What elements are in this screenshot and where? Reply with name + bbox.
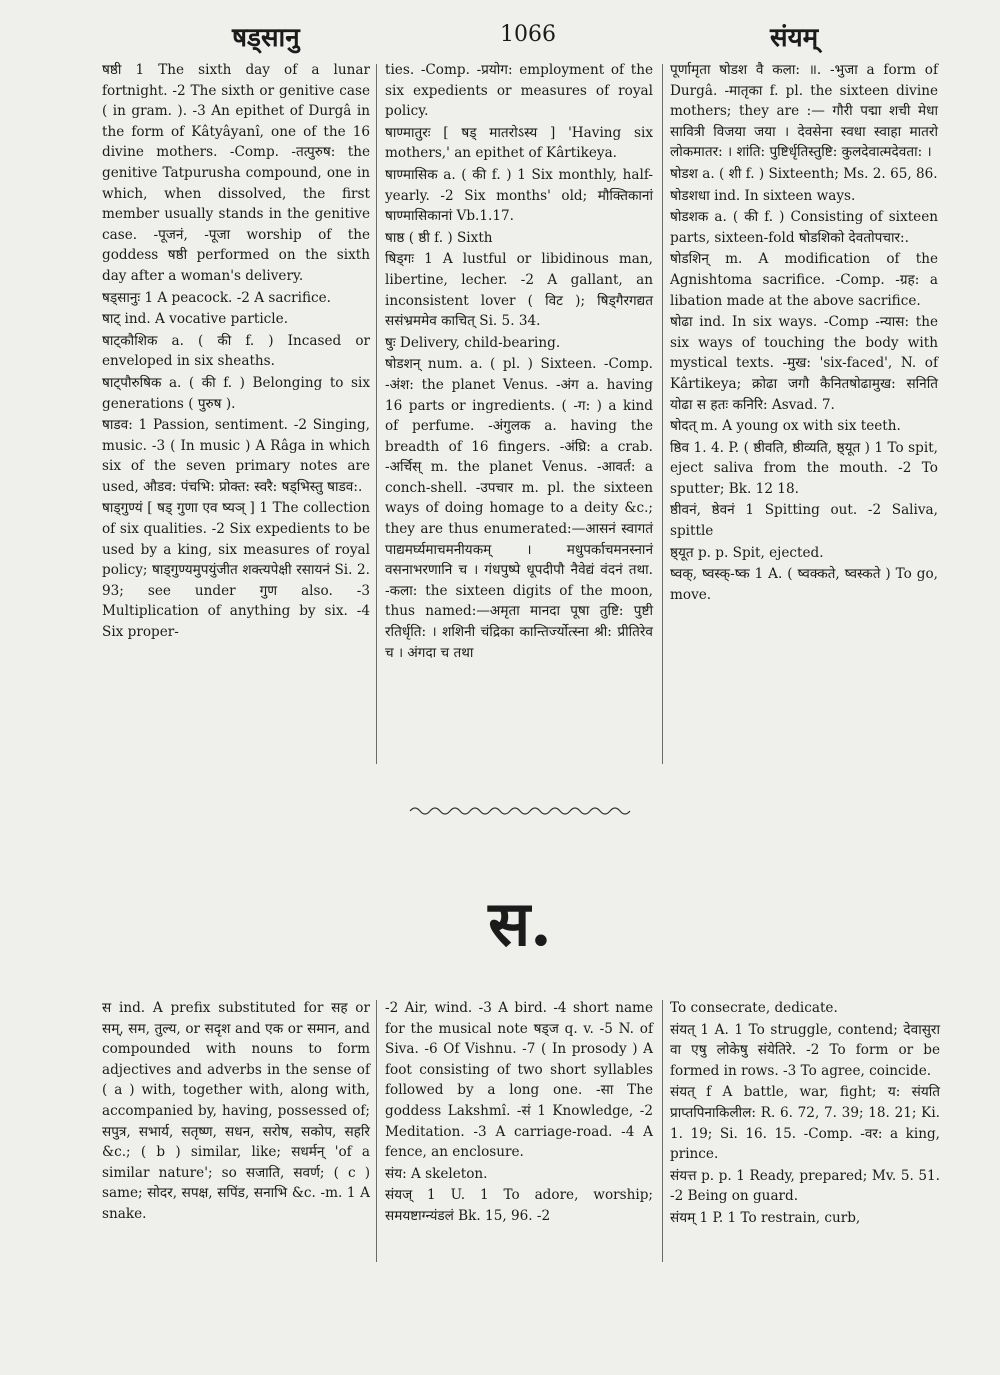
entry: To consecrate, dedicate. xyxy=(670,1000,838,1016)
entry: -2 Air, wind. -3 A bird. -4 short name for the musical note षड्ज q. v. -5 N. of Siva. -6 Of Vishnu. -7 ( In prosody ) A foot consisting of two short syllables followed by a long one. -सा The goddess Lakshmî. -सं 1 Knowledge, -2 Meditation. -3 A carriage-road. -4 A fence, an enclosure. xyxy=(385,1000,653,1161)
section-letter: स. xyxy=(488,887,552,960)
lower-column-2 xyxy=(385,998,653,1268)
entry: षोदत् m. A young ox with six teeth. xyxy=(670,418,901,435)
entry: षाट्पौरुषिक a. ( की f. ) Belonging to six generations ( पुरुष ). xyxy=(102,374,370,412)
header-right-word: संयम् xyxy=(770,23,819,53)
entry: षोडशक a. ( की f. ) Consisting of sixteen parts, sixteen-fold षोडशिको देवतोपचार:. xyxy=(670,209,938,246)
entry: षोडशधा ind. In sixteen ways. xyxy=(670,187,856,204)
entry: षोडश a. ( शी f. ) Sixteenth; Ms. 2. 65, 86. xyxy=(670,165,938,182)
entry: षष्ठी 1 The sixth day of a lunar fortnight. -2 The sixth or genitive case ( in gram. ). -3 An epithet of Durgâ in the form of Kâtyâyanî, one of the 16 divine mothers. -Comp. -तत्पुरुष: the genitive Tatpurusha compound, one in which, when dissolved, the first member usually stands in the genitive case. -पूजनं, -पूजा worship of the goddess षष्ठी performed on the sixth day after a woman's delivery. xyxy=(102,62,370,284)
entry: ties. -Comp. -प्रयोग: employment of the six expedients or measures of royal policy. xyxy=(385,62,653,120)
column-rule xyxy=(376,64,377,764)
column-rule xyxy=(662,1000,663,1262)
entry: षाट्कौशिक a. ( की f. ) Incased or enveloped in six sheaths. xyxy=(102,332,370,370)
entry: पूर्णामृता षोडश वै कला: ॥. -भुजा a form of Durgâ. -मातृका f. pl. the sixteen divine mothers; they are :— गौरी पद्मा शची मेधा सावित्री विजया जया । देवसेना स्वधा स्वाहा मातरो लोकमातर: । शांति: पुष्टिर्धृतिस्तुष्टि: कुलदेवात्मदेवता: । xyxy=(670,62,938,161)
entry: संयज् 1 U. 1 To adore, worship; समयष्टाग्न्यंडलं Bk. 15, 96. -2 xyxy=(385,1187,653,1224)
column-rule xyxy=(662,64,663,764)
entry: षाण्मातुरः [ षड् मातरोऽस्य ] 'Having six mothers,' an epithet of Kârtikeya. xyxy=(385,124,653,162)
page-number: 1066 xyxy=(500,22,556,47)
entry: संयत् 1 A. 1 To struggle, contend; देवासुरा वा एषु लोकेषु संयेतिरे. -2 To form or be formed in rows. -3 To agree, coincide. xyxy=(670,1021,940,1079)
entry: संय: A skeleton. xyxy=(385,1165,488,1182)
entry: षाण्मासिक a. ( की f. ) 1 Six monthly, half-yearly. -2 Six months' old; मौक्तिकानां षाण्मासिकानां Vb.1.17. xyxy=(385,166,653,225)
upper-column-3 xyxy=(670,60,938,603)
entry: षाट् ind. A vocative particle. xyxy=(102,311,289,328)
entry: संयत्त p. p. 1 Ready, prepared; Mv. 5. 51. -2 Being on guard. xyxy=(670,1167,940,1205)
section-divider-ornament xyxy=(410,805,630,817)
entry: षाड्गुण्यं [ षड् गुणा एव ष्यञ् ] 1 The collection of six qualities. -2 Six expedients to be used by a king, six measures of royal policy; षाड्गुण्यमुपयुंजीत शक्त्यपेक्षी रसायनं Si. 2. 93; see under गुण also. -3 Multiplication of anything by six. -4 Six proper- xyxy=(102,500,370,641)
entry: संयत् f A battle, war, fight; य: संयति प्राप्तपिनाकिलील: R. 6. 72, 7. 39; 18. 21; Ki. 1. 19; Si. 16. 15. -Comp. -वर: a king, prince. xyxy=(670,1084,940,1163)
entry: षुः Delivery, child-bearing. xyxy=(385,334,561,351)
entry: ष्ठ्यूत p. p. Spit, ejected. xyxy=(670,544,824,561)
entry: ष्वक्, ष्वस्क्-ष्क 1 A. ( ष्वक्कते, ष्वस्कते ) To go, move. xyxy=(670,566,938,603)
entry: ष्ठिव 1. 4. P. ( ष्ठीवति, ष्ठीव्यति, ष्ठ्यूत ) 1 To spit, eject saliva from the mouth. -2 To sputter; Bk. 12 18. xyxy=(670,439,938,497)
page-header xyxy=(0,18,1000,58)
entry: षोडशन् num. a. ( pl. ) Sixteen. -Comp. -अंश: the planet Venus. -अंग a. having 16 parts or ingredients. ( -ग: ) a kind of perfume. -अंगुलक a. having the breadth of 16 fingers. -अंघ्रि: a crab. -अर्चिस् m. the planet Venus. -आवर्त: a conch-shell. -उपचार m. pl. the sixteen ways of doing homage to a deity &c.; they are thus enumerated:—आसनं स्वागतं पाद्यमर्घ्यमाचमनीयकम् । मधुपर्काचमनस्नानं वसनाभरणानि च । गंधपुष्पे धूपदीपौ नैवेद्यं वंदनं तथा. -कला: the sixteen digits of the moon, thus named:—अमृता मानदा पूषा तुष्टि: पुष्टी रतिर्धृति: । शशिनी चंद्रिका कान्तिर्ज्योत्स्ना श्री: प्रीतिरेव च । अंगदा च तथा xyxy=(385,356,653,661)
entry: षड्सानुः 1 A peacock. -2 A sacrifice. xyxy=(102,289,331,306)
entry: संयम् 1 P. 1 To restrain, curb, xyxy=(670,1209,861,1226)
entry: षिड्गः 1 A lustful or libidinous man, libertine, lecher. -2 A gallant, an inconsistent lover ( विट ); षिड्गैरगद्यत ससंभ्रममेव काचित् Si. 5. 34. xyxy=(385,251,653,330)
column-rule xyxy=(376,1000,377,1262)
lower-column-1 xyxy=(102,998,370,1268)
upper-column-2 xyxy=(385,60,653,770)
lower-column-3 xyxy=(670,998,940,1288)
upper-column-1 xyxy=(102,60,370,770)
entry: षोडशिन् m. A modification of the Agnishtoma sacrifice. -Comp. -ग्रह: a libation made at the above sacrifice. xyxy=(670,251,938,309)
entry: षाष्ठ ( ष्ठी f. ) Sixth xyxy=(385,229,493,246)
entry: षोढा ind. In six ways. -Comp -न्यास: the six ways of touching the body with mystical texts. -मुख: 'six-faced', N. of Kârtikeya; क्रोढा जगौ कैनितषोढामुख: सनिति योढा स हतः कनिरि: Asvad. 7. xyxy=(670,314,938,413)
header-left-word: षड्सानु xyxy=(232,23,300,53)
entry: स ind. A prefix substituted for सह or सम्, सम, तुल्य, or सदृश and एक or समान, and compounded with nouns to form adjectives and adverbs in the sense of ( a ) with, together with, along with, accompanied by, having, possessed of; सपुत्र, सभार्य, सतृष्ण, सधन, सरोष, सकोप, सहरि &c.; ( b ) similar, like; सधर्मन् 'of a similar nature'; so सजाति, सवर्ण; ( c ) same; सोदर, सपक्ष, सपिंड, सनाभि &c. -m. 1 A snake. xyxy=(102,1000,370,1222)
entry: षाडव: 1 Passion, sentiment. -2 Singing, music. -3 ( In music ) A Râga in which six of the seven primary notes are used, औडव: पंचभि: प्रोक्त: स्वरै: षड्भिस्तु षाडव:. xyxy=(102,417,370,495)
entry: ष्ठीवनं, ष्ठेवनं 1 Spitting out. -2 Saliva, spittle xyxy=(670,502,938,540)
